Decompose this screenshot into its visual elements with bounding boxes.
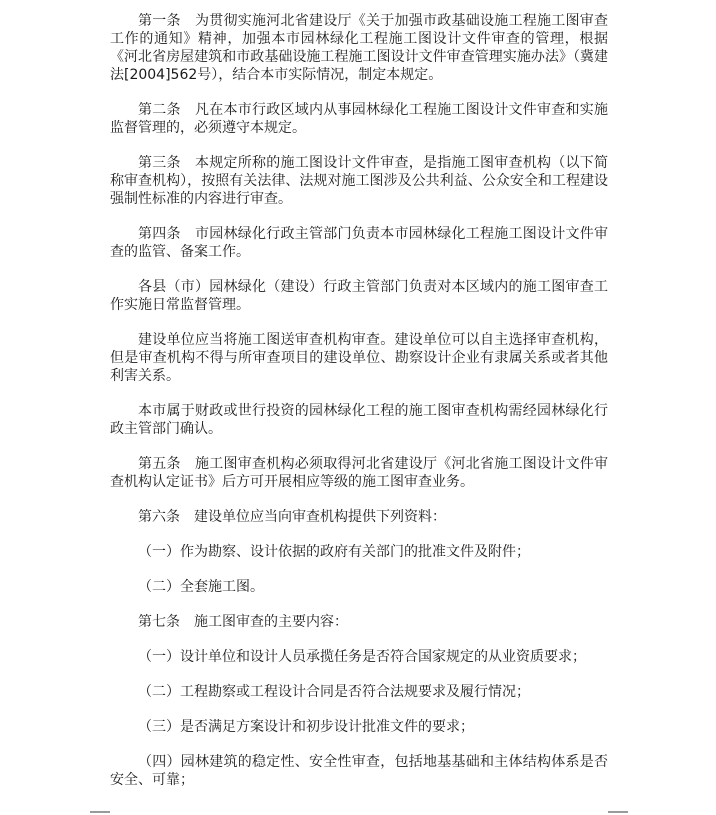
paragraph-article-2: 第二条 凡在本市行政区域内从事园林绿化工程施工图设计文件审查和实施监督管理的，必须遵守本规定。 — [110, 102, 608, 136]
paragraph-finance-investment: 本市属于财政或世行投资的园林绿化工程的施工图审查机构需经园林绿化行政主管部门确认。 — [110, 403, 608, 437]
paragraph-construction-unit: 建设单位应当将施工图送审查机构审查。建设单位可以自主选择审查机构，但是审查机构不得与所审查项目的建设单位、勘察设计企业有隶属关系或者其他利害关系。 — [110, 332, 608, 384]
document-body — [110, 12, 608, 806]
list-item-full-drawings: （二）全套施工图。 — [138, 579, 264, 595]
list-item-contract-compliance: （二）工程勘察或工程设计合同是否符合法规要求及履行情况； — [138, 684, 530, 700]
paragraph-article-7: 第七条 施工图审查的主要内容： — [138, 614, 348, 630]
list-item-qualification: （一）设计单位和设计人员承揽任务是否符合国家规定的从业资质要求； — [138, 649, 586, 665]
paragraph-article-4: 第四条 市园林绿化行政主管部门负责本市园林绿化工程施工图设计文件审查的监管、备案工作。 — [110, 226, 608, 260]
paragraph-article-5: 第五条 施工图审查机构必须取得河北省建设厅《河北省施工图设计文件审查机构认定证书》后方可开展相应等级的施工图审查业务。 — [110, 456, 608, 490]
paragraph-article-6: 第六条 建设单位应当向审查机构提供下列资料： — [138, 509, 446, 525]
list-item-design-approval: （三）是否满足方案设计和初步设计批准文件的要求； — [138, 719, 474, 735]
paragraph-county-supervision: 各县（市）园林绿化（建设）行政主管部门负责对本区域内的施工图审查工作实施日常监督管理。 — [110, 279, 608, 313]
list-item-structural-safety: （四）园林建筑的稳定性、安全性审查，包括地基基础和主体结构体系是否安全、可靠； — [110, 754, 608, 788]
page-corner-mark-right — [608, 811, 628, 813]
page-corner-mark-left — [90, 811, 110, 813]
paragraph-article-3: 第三条 本规定所称的施工图设计文件审查，是指施工图审查机构（以下简称审查机构），按照有关法律、法规对施工图涉及公共利益、公众安全和工程建设强制性标准的内容进行审查。 — [110, 155, 608, 207]
paragraph-article-1: 第一条 为贯彻实施河北省建设厅《关于加强市政基础设施工程施工图审查工作的通知》精神，加强本市园林绿化工程施工图设计文件审查的管理，根据《河北省房屋建筑和市政基础设施工程施工图设计文件审查管理实施办法》（冀建法[2004]562号），结合本市实际情况，制定本规定。 — [110, 13, 608, 83]
list-item-approval-documents: （一）作为勘察、设计依据的政府有关部门的批准文件及附件； — [138, 544, 530, 560]
